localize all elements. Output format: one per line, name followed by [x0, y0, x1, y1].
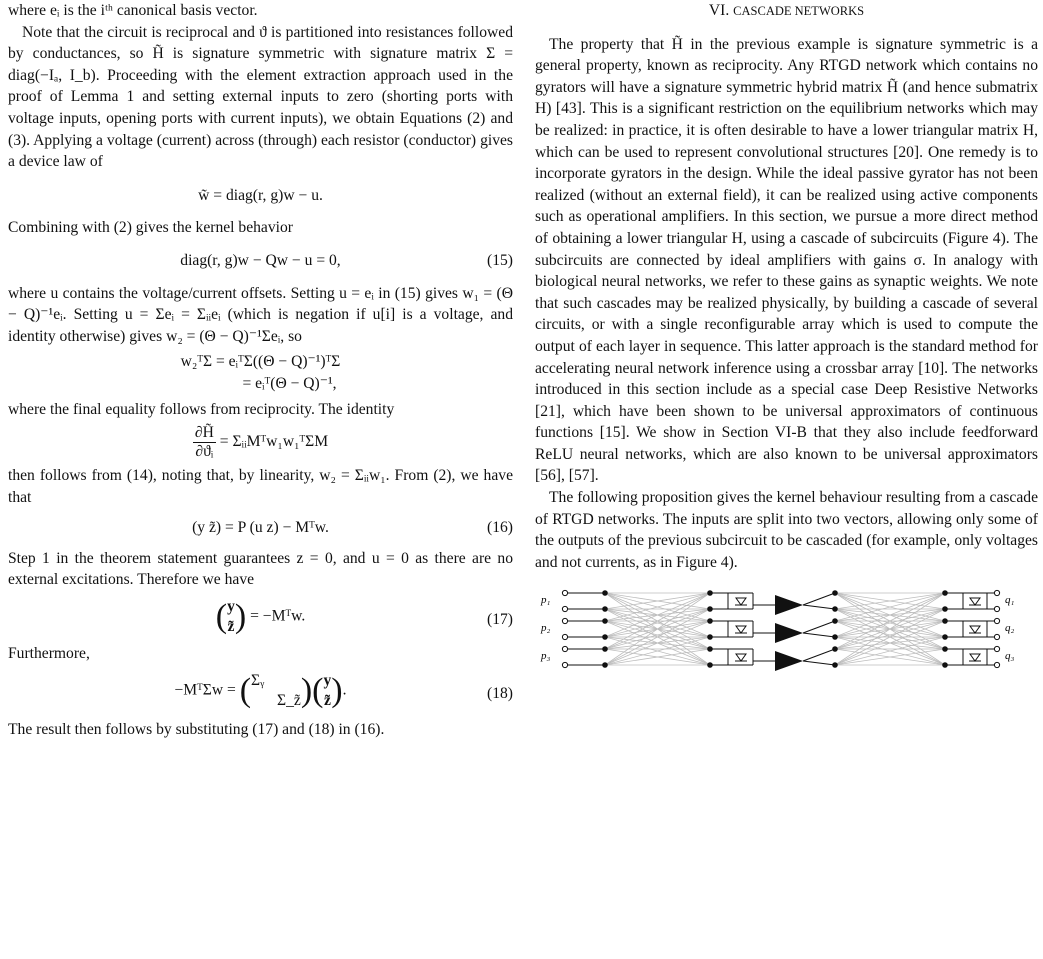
equation-gradient-fraction	[193, 424, 216, 461]
crossbar-mesh-1	[605, 593, 710, 665]
output-label-q2: q₂	[1005, 622, 1015, 635]
equation-18-number: (18)	[487, 684, 513, 702]
equation-16-number: (16)	[487, 519, 513, 537]
equation-18: −MᵀΣw = ( Σᵧ Σ_z̃ )( y z̃ ). (18)	[174, 671, 513, 709]
equation-gradient-rhs: = ΣᵢᵢMᵀw₁w₁ᵀΣM	[219, 433, 329, 451]
input-port-terminal	[562, 663, 567, 668]
node-dot	[602, 647, 608, 653]
paragraph-step-one: Step 1 in the theorem statement guarantees z = 0, and u = 0 as there are no external excitations. Therefore we have	[8, 549, 513, 589]
output-label-q3: q₃	[1005, 650, 1015, 663]
output-port-terminal	[994, 607, 999, 612]
amp-wire	[803, 621, 835, 633]
input-port-terminal	[562, 635, 567, 640]
equation-17-vector: y z̃	[227, 598, 235, 636]
section-heading-number: VI.	[708, 2, 730, 19]
node-dot	[832, 635, 838, 641]
equation-device-law-text: w̃ = diag(r, g)w − u.	[198, 186, 323, 204]
equation-18-vector: y z̃	[323, 671, 332, 709]
input-label-p2: p₂	[541, 622, 551, 635]
equation-18-matrix: Σᵧ Σ_z̃	[251, 671, 301, 709]
equation-17: ( y z̃ ) = −Mᵀw. (17)	[215, 598, 513, 636]
paragraph-reciprocal-circuit: Note that the circuit is reciprocal and ϑ is partitioned into resistances followed by conductances, so H̃ is signature symmetric with signature matrix Σ = diag(−Iₐ, I_b). Proceeding with the element extraction approach used in the proof of Lemma 1 and setting external inputs to zero (shorting ports with voltage inputs, opening ports with current inputs), we obtain Equations (2) and (3). Applying a voltage (current) across (through) each resistor (conductor) gives a device law of	[8, 23, 513, 171]
node-dot	[942, 619, 948, 625]
paragraph-basis-vector: where eᵢ is the iᵗʰ canonical basis vector.	[8, 2, 258, 19]
input-port-terminal	[562, 591, 567, 596]
node-dot	[707, 619, 713, 625]
input-port-terminal	[562, 619, 567, 624]
equation-17-number: (17)	[487, 611, 513, 629]
crossbar-mesh-2	[835, 593, 945, 665]
node-dot	[942, 635, 948, 641]
node-dot	[707, 591, 713, 597]
node-dot	[832, 591, 838, 597]
right-column	[535, 0, 1038, 680]
node-dot	[602, 607, 608, 613]
paragraph-furthermore: Furthermore,	[8, 645, 90, 663]
equation-reciprocity	[8, 351, 513, 394]
equation-17-rhs: = −Mᵀw.	[250, 607, 306, 625]
equation-device-law	[8, 185, 513, 207]
cascade-circuit-figure	[535, 587, 1038, 673]
equation-reciprocity-line-2: = eᵢᵀ(Θ − Q)⁻¹,	[242, 374, 337, 392]
input-port-terminal	[562, 647, 567, 652]
equation-15	[8, 250, 513, 272]
node-dot	[942, 647, 948, 653]
equation-16	[8, 517, 513, 539]
section-heading-title: CASCADE NETWORKS	[733, 4, 865, 18]
paragraph-reciprocity: The property that H̃ in the previous example is signature symmetric is a general property, known as reciprocity. Any RTGD network which contains no gyrators will have a signature symmetric hybrid matrix H̃ (and hence submatrix H) [43]. This is a significant restriction on the equilibrium networks which may be realized: in practice, it is often desirable to have a lower triangular matrix H, which can be used to represent convolutional structures [20]. One remedy is to incorporate gyrators in the design. While the ideal passive gyrator has not been realized (without an external field), it can be realized using active components such as operational amplifiers. In this section, we pursue a more direct method of obtaining a lower triangular H, using a cascade of subcircuits (Figure 4). The subcircuits are connected by ideal amplifiers with gains σ. In analogy with biological neural networks, we refer to these gains as synaptic weights. We note that such cascades may be realized physically, by building a cascade of several circuits, or with a single reconfigurable array which is used to compute the output of each layer in sequence. This latter approach is the standard method for accelerating neural network inference using a crossbar array [10]. The networks introduced in this section include as a special case Deep Resistive Networks [21], which have been shown to be universal approximators of continuous functions [15]. We show in Section VI-B that they also include feedforward ReLU neural networks, which are also known to be universal approximators [56], [57].	[535, 35, 1038, 485]
node-dot	[832, 619, 838, 625]
node-dot	[707, 635, 713, 641]
node-dot	[832, 663, 838, 669]
node-dot	[707, 663, 713, 669]
paragraph-kernel-behavior-intro: Combining with (2) gives the kernel behavior	[8, 219, 293, 237]
equation-15-text: diag(r, g)w − Qw − u = 0,	[180, 251, 341, 269]
output-label-q1: q₁	[1005, 594, 1015, 607]
amp-wire	[803, 633, 835, 637]
input-port-terminal	[562, 607, 567, 612]
node-dot	[602, 591, 608, 597]
equation-gradient-numerator: ∂H̃	[194, 424, 214, 442]
diode-icon	[970, 598, 980, 605]
section-heading	[535, 0, 1038, 23]
node-dot	[602, 663, 608, 669]
output-port-terminal	[994, 663, 999, 668]
input-label-p1: p₁	[541, 594, 551, 607]
node-dot	[707, 607, 713, 613]
paragraph-kernel-proposition: The following proposition gives the kernel behaviour resulting from a cascade of RTGD networks. The inputs are split into two vectors, allowing only some of the outputs of the previous subcircuit to be cascaded (for example, only voltages and not currents, as in Figure 4).	[535, 489, 1038, 571]
equation-reciprocity-line-1: w₂ᵀΣ = eᵢᵀΣ((Θ − Q)⁻¹)ᵀΣ	[180, 353, 341, 371]
equation-gradient-denominator: ∂ϑᵢ	[195, 443, 214, 461]
paragraph-final-equality: where the final equality follows from reciprocity. The identity	[8, 400, 395, 418]
amp-wire	[803, 605, 835, 609]
node-dot	[832, 607, 838, 613]
node-dot	[832, 647, 838, 653]
equation-16-text: (y z̃) = P (u z) − Mᵀw.	[192, 519, 329, 537]
paragraph-linearity: then follows from (14), noting that, by linearity, w₂ = Σᵢᵢw₁. From (2), we have that	[8, 467, 513, 506]
diode-icon	[736, 626, 746, 633]
node-dot	[602, 619, 608, 625]
equation-15-number: (15)	[487, 251, 513, 269]
output-port-terminal	[994, 635, 999, 640]
output-port-terminal	[994, 591, 999, 596]
diode-icon	[970, 626, 980, 633]
amplifier-icon	[775, 595, 803, 615]
amplifier-icon	[775, 651, 803, 671]
amp-wire	[803, 649, 835, 661]
equation-18-lhs: −MᵀΣw =	[174, 681, 236, 699]
input-label-p3: p₃	[541, 650, 551, 663]
diode-icon	[736, 654, 746, 661]
node-dot	[942, 607, 948, 613]
diode-icon	[970, 654, 980, 661]
paragraph-result: The result then follows by substituting (17) and (18) in (16).	[8, 720, 385, 738]
node-dot	[602, 635, 608, 641]
diode-icon	[736, 598, 746, 605]
node-dot	[942, 591, 948, 597]
equation-gradient	[8, 424, 513, 461]
node-dot	[707, 647, 713, 653]
output-port-terminal	[994, 619, 999, 624]
paragraph-offsets: where u contains the voltage/current offsets. Setting u = eᵢ in (15) gives w₁ = (Θ − Q)⁻¹eᵢ. Setting u = Σeᵢ = Σᵢᵢeᵢ (which is negation if u[i] is a voltage, and identity otherwise) gives w₂ = (Θ − Q)⁻¹Σeᵢ, so	[8, 284, 513, 345]
amp-wire	[803, 593, 835, 605]
node-dot	[942, 663, 948, 669]
output-port-terminal	[994, 647, 999, 652]
amplifier-icon	[775, 623, 803, 643]
amp-wire	[803, 661, 835, 665]
left-column	[8, 0, 513, 740]
